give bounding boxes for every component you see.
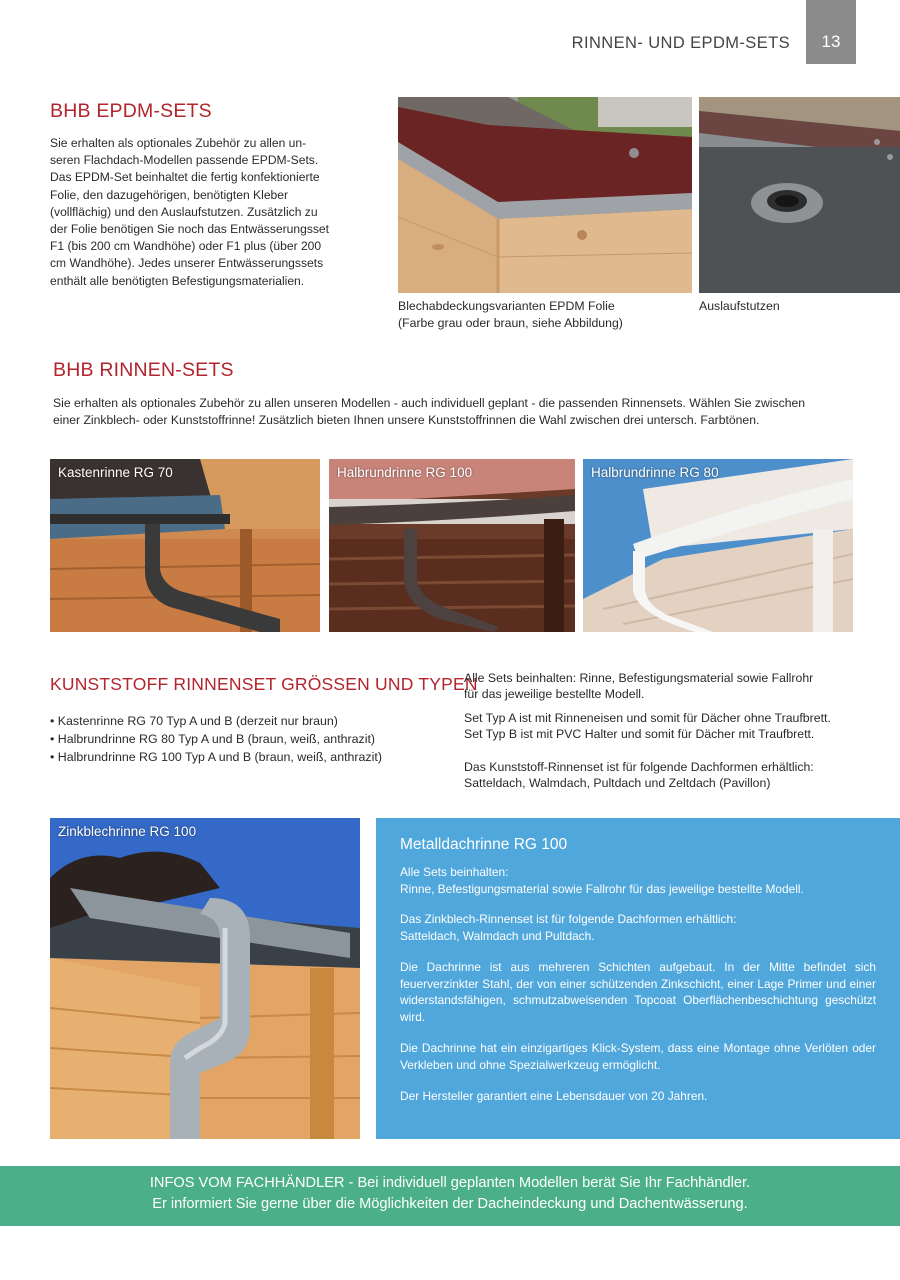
- metalldachrinne-title: Metalldachrinne RG 100: [400, 836, 568, 853]
- info-paragraph: [400, 911, 876, 944]
- epdm-title: BHB EPDM-SETS: [50, 100, 212, 122]
- halbrundrinne-rg100-label: Halbrundrinne RG 100: [337, 465, 473, 480]
- rinnen-description: [53, 395, 863, 429]
- halbrundrinne-rg100-photo: [329, 459, 575, 632]
- epdm-line: cm Wandhöhe). Jedes unserer Entwässerungssets: [50, 256, 324, 271]
- kunststoff-title: KUNSTSTOFF RINNENSET GRÖSSEN UND TYPEN: [50, 674, 478, 694]
- epdm-line: Folie, den dazugehörigen, benötigten Kleber: [50, 187, 289, 202]
- footer-line: Er informiert Sie gerne über die Möglichkeiten der Dacheindeckung und Dachentwässerung.: [152, 1196, 748, 1212]
- rinnen-line: einer Zinkblech- oder Kunststoffrinne! Zusätzlich bieten Ihnen unsere Kunststoffrinnen die Wahl zwischen drei untersch. Farbtönen.: [53, 413, 760, 428]
- list-item: • Halbrundrinne RG 100 Typ A und B (braun, weiß, anthrazit): [50, 748, 450, 766]
- epdm-caption-left: [398, 298, 698, 332]
- halbrundrinne-rg80-photo: [583, 459, 853, 632]
- kastenrinne-photo: [50, 459, 320, 632]
- info-paragraph: Die Dachrinne ist aus mehreren Schichten aufgebaut. In der Mitte befindet sich feuerverzinkter Stahl, der von einer schützenden Zinkschicht, einer Lage Primer und einer widerstandsfähigen, schmutzabweisenden Topcoat Oberflächenbeschichtung geschützt wird.: [400, 960, 876, 1024]
- detail-line: Set Typ A ist mit Rinneneisen und somit für Dächer ohne Traufbrett.: [464, 710, 831, 725]
- zinkblechrinne-label: Zinkblechrinne RG 100: [58, 824, 197, 839]
- rinnen-line: Sie erhalten als optionales Zubehör zu allen unseren Modellen - auch individuell geplant - die passenden Rinnensets. Wählen Sie zwischen: [53, 396, 806, 410]
- page-number: 13: [806, 0, 856, 64]
- info-line: Das Zinkblech-Rinnenset ist für folgende Dachformen erhältlich:: [400, 912, 737, 926]
- kunststoff-details: [464, 670, 884, 791]
- epdm-line: Sie erhalten als optionales Zubehör zu allen un-: [50, 136, 307, 150]
- detail-line: Set Typ B ist mit PVC Halter und somit für Dächer mit Traufbrett.: [464, 727, 815, 742]
- footer-line: INFOS VOM FACHHÄNDLER - Bei individuell geplanten Modellen berät Sie Ihr Fachhändler.: [149, 1175, 751, 1191]
- epdm-line: (vollflächig) und den Auslaufstutzen. Zusätzlich zu: [50, 204, 318, 219]
- info-paragraph: Die Dachrinne hat ein einzigartiges Klick-System, dass eine Montage ohne Verlöten oder Verkleben und ohne Spezialwerkzeug ermöglicht.: [400, 1041, 876, 1072]
- info-paragraph: Der Hersteller garantiert eine Lebensdauer von 20 Jahren.: [400, 1089, 708, 1103]
- epdm-caption-right: Auslaufstutzen: [699, 299, 780, 313]
- metalldachrinne-info-box: [376, 818, 900, 1139]
- epdm-line: enthält alle benötigten Befestigungsmaterialien.: [50, 273, 305, 288]
- info-paragraph: [400, 864, 876, 897]
- epdm-roof-edge-photo: [398, 97, 692, 293]
- zinkblechrinne-photo: [50, 818, 360, 1139]
- epdm-line: Das EPDM-Set beinhaltet die fertig konfektionierte: [50, 170, 320, 185]
- info-line: Rinne, Befestigungsmaterial sowie Fallrohr für das jeweilige bestellte Modell.: [400, 881, 804, 896]
- info-line: Satteldach, Walmdach und Pultdach.: [400, 928, 595, 943]
- caption-line: (Farbe grau oder braun, siehe Abbildung): [398, 316, 623, 331]
- info-line: Alle Sets beinhalten:: [400, 865, 509, 879]
- kunststoff-bullet-list: [50, 712, 450, 766]
- epdm-description: [50, 135, 370, 290]
- list-item: • Kastenrinne RG 70 Typ A und B (derzeit nur braun): [50, 712, 450, 730]
- list-item: • Halbrundrinne RG 80 Typ A und B (braun, weiß, anthrazit): [50, 730, 450, 748]
- detail-line: Satteldach, Walmdach, Pultdach und Zeltdach (Pavillon): [464, 776, 771, 791]
- rinnen-title: BHB RINNEN-SETS: [53, 359, 234, 381]
- epdm-line: F1 (bis 200 cm Wandhöhe) oder F1 plus (über 200: [50, 239, 322, 254]
- epdm-line: der Folie benötigen Sie noch das Entwässerungsset: [50, 222, 330, 237]
- section-header-title: RINNEN- UND EPDM-SETS: [571, 34, 790, 52]
- detail-line: Das Kunststoff-Rinnenset ist für folgende Dachformen erhältlich:: [464, 759, 814, 774]
- detail-line: Alle Sets beinhalten: Rinne, Befestigungsmaterial sowie Fallrohr: [464, 671, 814, 685]
- fachhaendler-info-bar: [0, 1166, 900, 1226]
- detail-line: für das jeweilige bestellte Modell.: [464, 687, 645, 702]
- halbrundrinne-rg80-label: Halbrundrinne RG 80: [591, 465, 719, 480]
- caption-line: Blechabdeckungsvarianten EPDM Folie: [398, 299, 615, 313]
- epdm-line: seren Flachdach-Modellen passende EPDM-Sets.: [50, 153, 319, 168]
- auslaufstutzen-photo: [699, 97, 900, 293]
- kastenrinne-label: Kastenrinne RG 70: [58, 465, 173, 480]
